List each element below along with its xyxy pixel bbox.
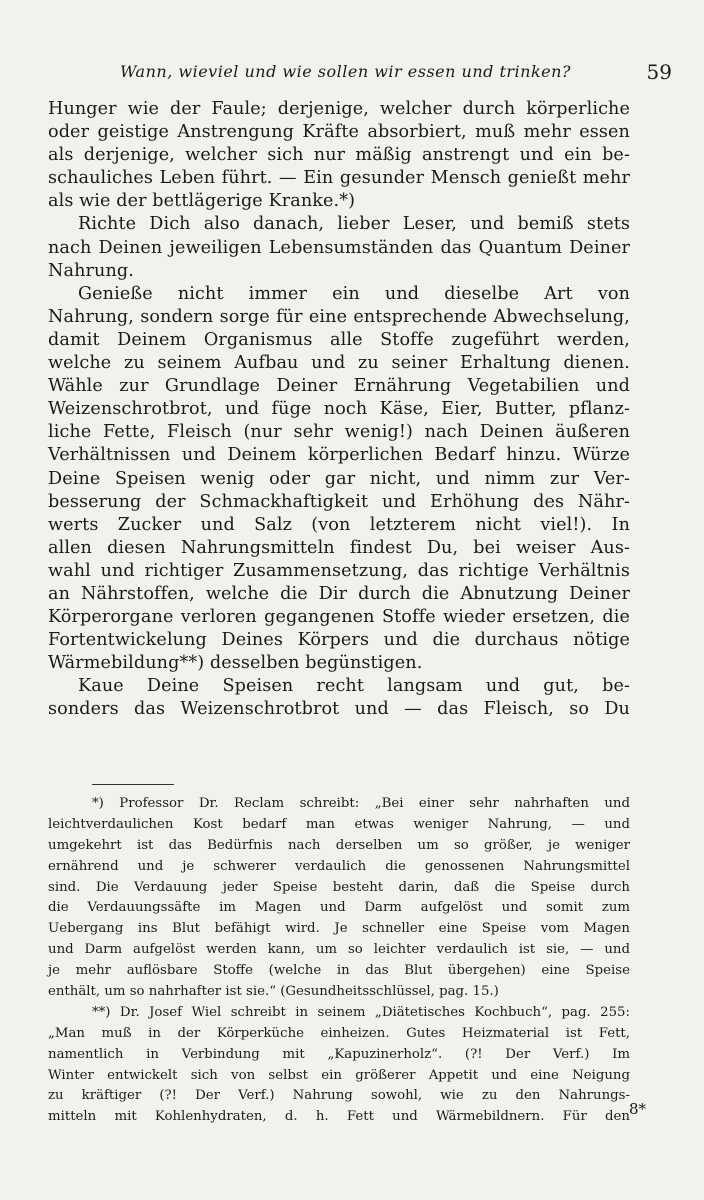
footnote-line: umgekehrt ist das Bedürfnis nach derselben um so größer, je weniger [48,837,630,853]
text-line: Richte Dich also danach, lieber Leser, und bemiß stets [78,214,630,235]
footnote-line: je mehr auflösbare Stoffe (welche in das Blut übergehen) eine Speise [48,963,630,979]
footnotes [48,794,630,1128]
text-line: Fortentwickelung Deines Körpers und die durchaus nötige [48,630,630,651]
footnote-line: ernährend und je schwerer verdaulich die genossenen Nahrungsmittel [48,858,630,874]
text-line: oder geistige Anstrengung Kräfte absorbiert, muß mehr essen [48,122,630,143]
running-head [40,60,672,90]
text-line: werts Zucker und Salz (von letzterem nicht viel!). In [48,514,630,535]
text-line: sonders das Weizenschrotbrot und — das Fleisch, so Du [48,699,630,720]
footnote-line: und Darm aufgelöst werden kann, um so leichter verdaulich ist sie, — und [48,942,630,958]
text-line: Nahrung, sondern sorge für eine entsprechende Abwechselung, [48,306,630,327]
text-line: wahl und richtiger Zusammensetzung, das richtige Verhältnis [48,560,630,581]
page-number: 59 [646,60,672,84]
text-line: besserung der Schmackhaftigkeit und Erhöhung des Nähr- [48,491,630,512]
text-line: Nahrung. [48,260,134,281]
footnote-line: sind. Die Verdauung jeder Speise besteht darin, daß die Speise durch [48,879,630,895]
footnote-line: Winter entwickelt sich von selbst ein größerer Appetit und eine Neigung [48,1067,630,1083]
footnote-line: zu kräftiger (?! Der Verf.) Nahrung sowohl, wie zu den Nahrungs- [48,1088,630,1104]
text-line: Deine Speisen wenig oder gar nicht, und nimm zur Ver- [48,468,630,489]
text-line: Verhältnissen und Deinem körperlichen Bedarf hinzu. Würze [48,445,630,466]
footnote-line: Uebergang ins Blut befähigt wird. Je schneller eine Speise vom Magen [48,921,630,937]
text-line: liche Fette, Fleisch (nur sehr wenig!) nach Deinen äußeren [48,422,630,443]
footnote-line: **) Dr. Josef Wiel schreibt in seinem „Diätetisches Kochbuch“, pag. 255: [92,1004,630,1020]
footnote-line: die Verdauungssäfte im Magen und Darm aufgelöst und somit zum [48,900,630,916]
text-line: Kaue Deine Speisen recht langsam und gut, be- [78,676,630,697]
text-line: Genieße nicht immer ein und dieselbe Art von [78,283,630,304]
footnote-line: leichtverdaulichen Kost bedarf man etwas weniger Nahrung, — und [48,816,630,832]
text-line: nach Deinen jeweiligen Lebensumständen das Quantum Deiner [48,237,630,258]
text-line: schauliches Leben führt. — Ein gesunder Mensch genießt mehr [48,168,630,189]
signature-mark: 8* [628,1100,646,1118]
main-text [48,98,630,722]
text-line: als wie der bettlägerige Kranke.*) [48,191,356,212]
text-line: Wärmebildung**) desselben begünstigen. [48,653,423,674]
text-line: als derjenige, welcher sich nur mäßig anstrengt und ein be- [48,145,630,166]
text-line: allen diesen Nahrungsmitteln findest Du, bei weiser Aus- [48,537,630,558]
text-line: damit Deinem Organismus alle Stoffe zugeführt werden, [48,329,630,350]
footnote-line: namentlich in Verbindung mit „Kapuzinerholz“. (?! Der Verf.) Im [48,1046,630,1062]
footnote-line: „Man muß in der Körperküche einheizen. Gutes Heizmaterial ist Fett, [48,1025,630,1041]
footnote-line: *) Professor Dr. Reclam schreibt: „Bei einer sehr nahrhaften und [92,796,630,811]
footnote-line: enthält, um so nahrhafter ist sie.“ (Gesundheitsschlüssel, pag. 15.) [48,984,499,1000]
text-line: Körperorgane verloren gegangenen Stoffe wieder ersetzen, die [48,607,630,628]
text-line: Wähle zur Grundlage Deiner Ernährung Vegetabilien und [48,376,630,397]
text-line: welche zu seinem Aufbau und zu seiner Erhaltung dienen. [48,353,630,374]
running-title: Wann, wieviel und wie sollen wir essen und trinken? [120,62,572,81]
text-line: an Nährstoffen, welche die Dir durch die Abnutzung Deiner [48,583,630,604]
footnote-divider [92,784,174,785]
footnote-line: mitteln mit Kohlenhydraten, d. h. Fett und Wärmebildnern. Für den [48,1109,630,1125]
text-line: Hunger wie der Faule; derjenige, welcher durch körperliche [48,99,630,119]
text-line: Weizenschrotbrot, und füge noch Käse, Eier, Butter, pflanz- [48,399,630,420]
